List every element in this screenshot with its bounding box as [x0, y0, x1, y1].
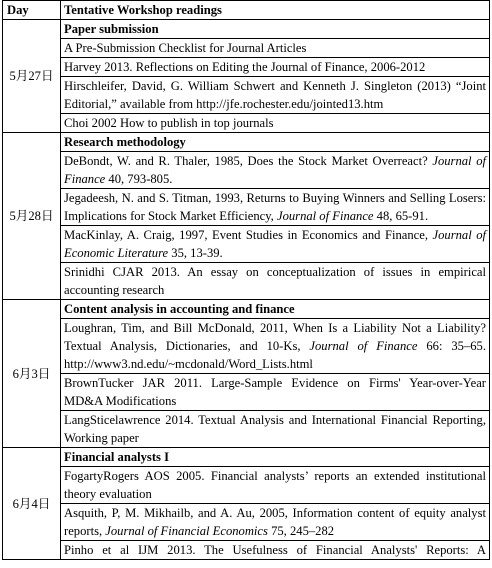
reading-row [3, 189, 490, 226]
reading-item: Jegadeesh, N. and S. Titman, 1993, Returns to Buying Winners and Selling Losers: Implications for Stock Market Efficiency, Journal of Finance 48, 65-91. [61, 189, 490, 226]
reading-item: Pinho et al IJM 2013. The Usefulness of Financial Analysts' Reports: A [61, 541, 490, 560]
session-topic: Paper submission [61, 20, 490, 39]
reading-item: MacKinlay, A. Craig, 1997, Event Studies in Economics and Finance, Journal of Economic Literature 35, 13-39. [61, 226, 490, 263]
reading-row [3, 504, 490, 541]
reading-row [3, 114, 490, 133]
reading-row [3, 226, 490, 263]
reading-row [3, 467, 490, 504]
reading-row [3, 39, 490, 58]
workshop-readings-table [2, 0, 490, 560]
table-header-row [3, 1, 490, 20]
reading-row [3, 152, 490, 189]
session-day: 5月28日 [3, 133, 61, 300]
reading-item: Srinidhi CJAR 2013. An essay on conceptualization of issues in empirical accounting research [61, 263, 490, 300]
session-topic-row [3, 300, 490, 319]
reading-row [3, 374, 490, 411]
session-topic-row [3, 20, 490, 39]
day-column-header: Day [3, 1, 61, 20]
reading-item: Choi 2002 How to publish in top journals [61, 114, 490, 133]
reading-row [3, 58, 490, 77]
reading-item: A Pre-Submission Checklist for Journal Articles [61, 39, 490, 58]
reading-row [3, 263, 490, 300]
reading-item: FogartyRogers AOS 2005. Financial analysts’ reports an extended institutional theory evaluation [61, 467, 490, 504]
session-topic: Research methodology [61, 133, 490, 152]
session-day: 5月27日 [3, 20, 61, 133]
reading-item: BrownTucker JAR 2011. Large-Sample Evidence on Firms' Year-over-Year MD&A Modifications [61, 374, 490, 411]
reading-item: Loughran, Tim, and Bill McDonald, 2011, When Is a Liability Not a Liability? Textual Analysis, Dictionaries, and 10-Ks, Journal of Finance 66: 35–65. http://www3.nd.edu/~mcdonald/Word_Lists.html [61, 319, 490, 374]
readings-column-header: Tentative Workshop readings [61, 1, 490, 20]
reading-item: Harvey 2013. Reflections on Editing the Journal of Finance, 2006-2012 [61, 58, 490, 77]
reading-item: Hirschleifer, David, G. William Schwert and Kenneth J. Singleton (2013) “Joint Editorial,” available from http://jfe.rochester.edu/jointed13.htm [61, 77, 490, 114]
session-topic: Content analysis in accounting and finance [61, 300, 490, 319]
session-topic-row [3, 448, 490, 467]
reading-row [3, 541, 490, 560]
reading-row [3, 77, 490, 114]
reading-item: DeBondt, W. and R. Thaler, 1985, Does the Stock Market Overreact? Journal of Finance 40, 793-805. [61, 152, 490, 189]
session-topic-row [3, 133, 490, 152]
reading-item: Asquith, P, M. Mikhailb, and A. Au, 2005, Information content of equity analyst reports, Journal of Financial Economics 75, 245–282 [61, 504, 490, 541]
session-day: 6月3日 [3, 300, 61, 448]
session-topic: Financial analysts I [61, 448, 490, 467]
reading-row [3, 411, 490, 448]
reading-item: LangSticelawrence 2014. Textual Analysis and International Financial Reporting, Working paper [61, 411, 490, 448]
reading-row [3, 319, 490, 374]
session-day: 6月4日 [3, 448, 61, 560]
